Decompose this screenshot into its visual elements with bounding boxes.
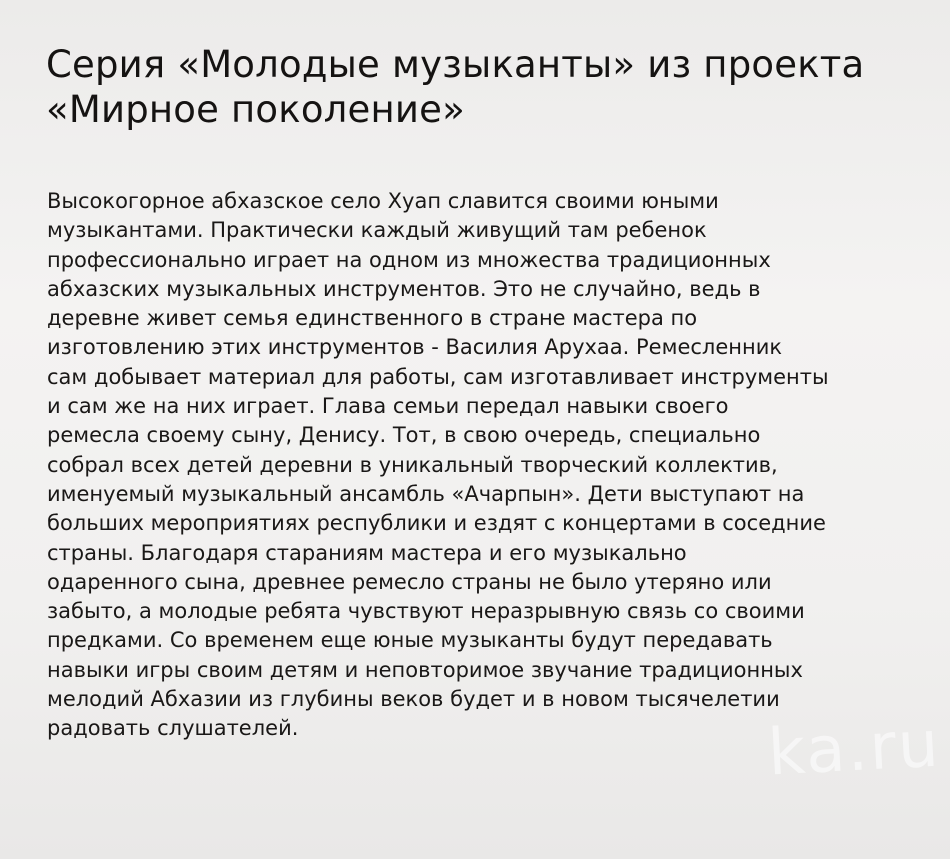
body-line: абхазских музыкальных инструментов. Это не случайно, ведь в xyxy=(47,276,761,301)
body-line: радовать слушателей. xyxy=(47,716,299,741)
body-line: профессионально играет на одном из множества традиционных xyxy=(47,247,771,272)
body-line: музыкантами. Практически каждый живущий там ребенок xyxy=(47,218,707,243)
page-title xyxy=(46,42,906,132)
body-line: забыто, а молодые ребята чувствуют неразрывную связь со своими xyxy=(47,599,805,624)
body-line: сам добывает материал для работы, сам изготавливает инструменты xyxy=(47,364,829,389)
body-line: деревне живет семья единственного в стране мастера по xyxy=(47,306,698,331)
body-line: ремесла своему сыну, Денису. Тот, в свою очередь, специально xyxy=(47,423,761,448)
body-line: одаренного сына, древнее ремесло страны не было утеряно или xyxy=(47,569,772,594)
body-line: мелодий Абхазии из глубины веков будет и в новом тысячелетии xyxy=(47,687,780,712)
watermark: ka.ru xyxy=(765,707,942,791)
body-paragraph xyxy=(47,187,927,744)
body-line: и сам же на них играет. Глава семьи передал навыки своего xyxy=(47,394,729,419)
title-line: Серия «Молодые музыканты» из проекта xyxy=(46,43,865,86)
body-line: навыки игры своим детям и неповторимое звучание традиционных xyxy=(47,657,803,682)
body-line: страны. Благодаря стараниям мастера и его музыкально xyxy=(47,540,687,565)
body-line: Высокогорное абхазское село Хуап славится своими юными xyxy=(47,189,719,213)
body-line: больших мероприятиях республики и ездят с концертами в соседние xyxy=(47,511,826,536)
body-line: предками. Со временем еще юные музыканты будут передавать xyxy=(47,628,773,653)
body-line: именуемый музыкальный ансамбль «Ачарпын». Дети выступают на xyxy=(47,481,805,506)
body-line: собрал всех детей деревни в уникальный творческий коллектив, xyxy=(47,452,778,477)
title-line: «Мирное поколение» xyxy=(46,88,465,131)
body-line: изготовлению этих инструментов - Василия Арухаа. Ремесленник xyxy=(47,335,783,360)
